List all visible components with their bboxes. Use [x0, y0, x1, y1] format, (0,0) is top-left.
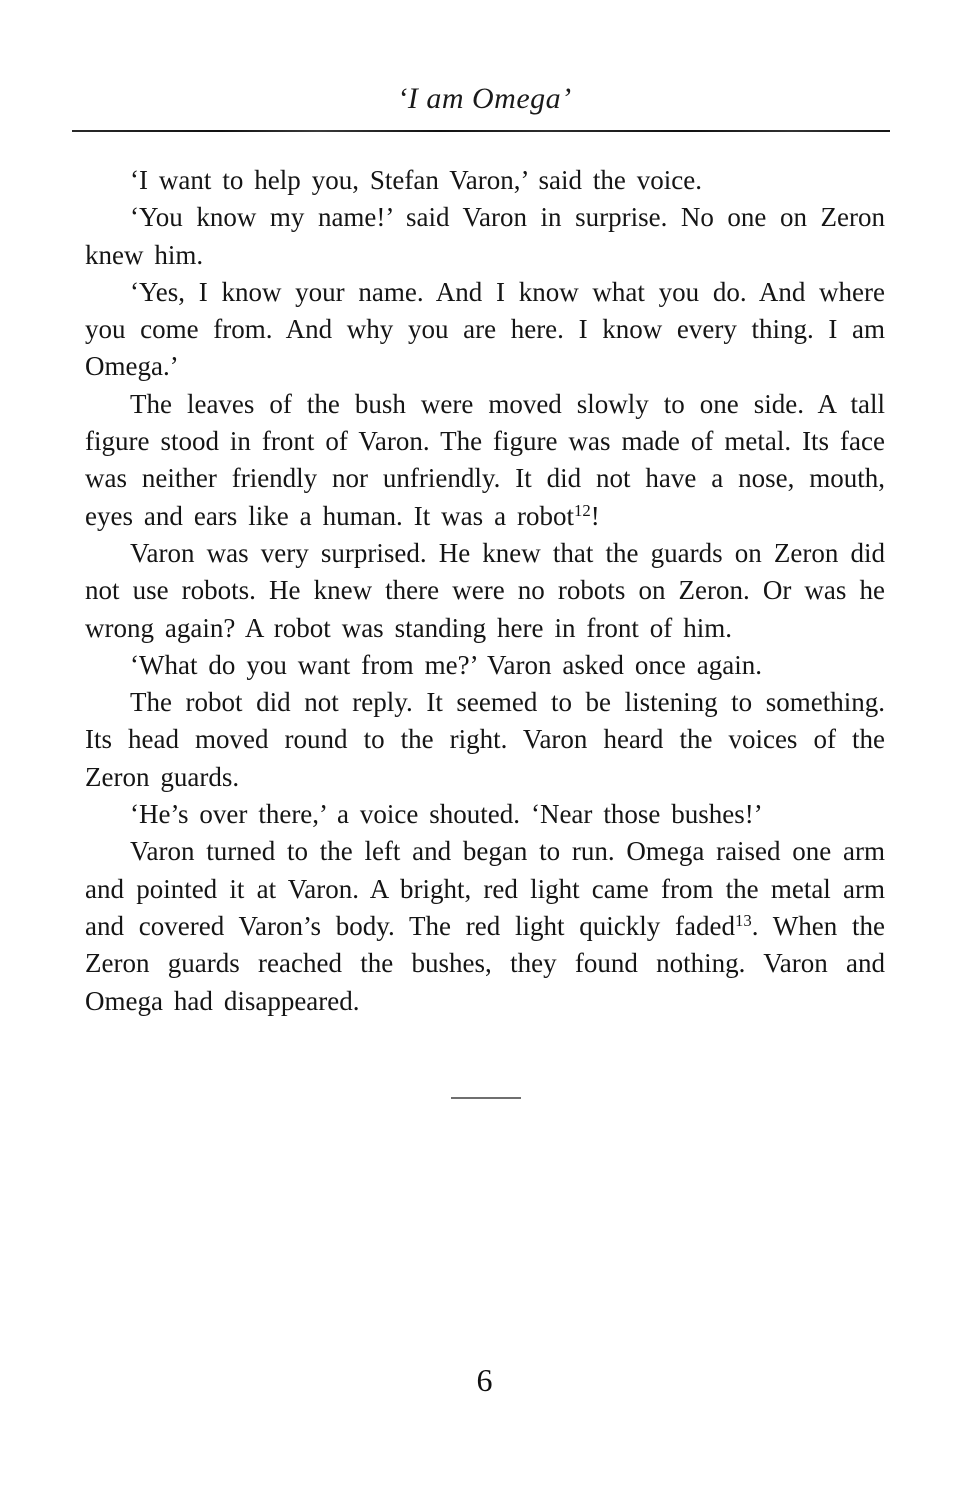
running-head-title: ‘I am Omega’ — [397, 82, 572, 115]
paragraph — [85, 833, 885, 1019]
paragraph-text: Varon turned to the left and began to run. Omega raised one arm and pointed it at Varon. A bright, red light came from the metal arm and covered Varon’s body. The red light quickly faded — [85, 836, 885, 941]
page-body-text — [85, 162, 885, 1020]
page-number: 6 — [476, 1362, 493, 1398]
paragraph: ‘You know my name!’ said Varon in surprise. No one on Zeron knew him. — [85, 202, 885, 270]
paragraph-text: The leaves of the bush were moved slowly to one side. A tall figure stood in front of Varon. The figure was made of metal. Its face was neither friendly nor unfriendly. It did not have a nose, mouth, eyes and ears like a human. It was a robot — [85, 388, 885, 531]
paragraph-text: ! — [590, 500, 600, 531]
footnote-marker: 13 — [735, 910, 752, 930]
paragraph: ‘What do you want from me?’ Varon asked once again. — [130, 649, 762, 680]
paragraph: The robot did not reply. It seemed to be listening to something. Its head moved round to the right. Varon heard the voices of the Zeron guards. — [85, 687, 885, 792]
section-divider — [451, 1097, 521, 1099]
paragraph: ‘He’s over there,’ a voice shouted. ‘Near those bushes!’ — [130, 799, 763, 830]
paragraph: ‘Yes, I know your name. And I know what you do. And where you come from. And why you are here. I know every thing. I am Omega.’ — [85, 276, 885, 382]
paragraph: Varon was very surprised. He knew that the guards on Zeron did not use robots. He knew there were no robots on Zeron. Or was he wrong again? A robot was standing here in front of him. — [85, 537, 885, 643]
paragraph: ‘I want to help you, Stefan Varon,’ said the voice. — [130, 165, 703, 195]
header-rule — [72, 130, 890, 132]
paragraph-text: . When the Zeron guards reached the bushes, they found nothing. Varon and Omega had disappeared. — [85, 910, 885, 1016]
paragraph — [85, 386, 885, 535]
footnote-marker: 12 — [574, 500, 591, 520]
